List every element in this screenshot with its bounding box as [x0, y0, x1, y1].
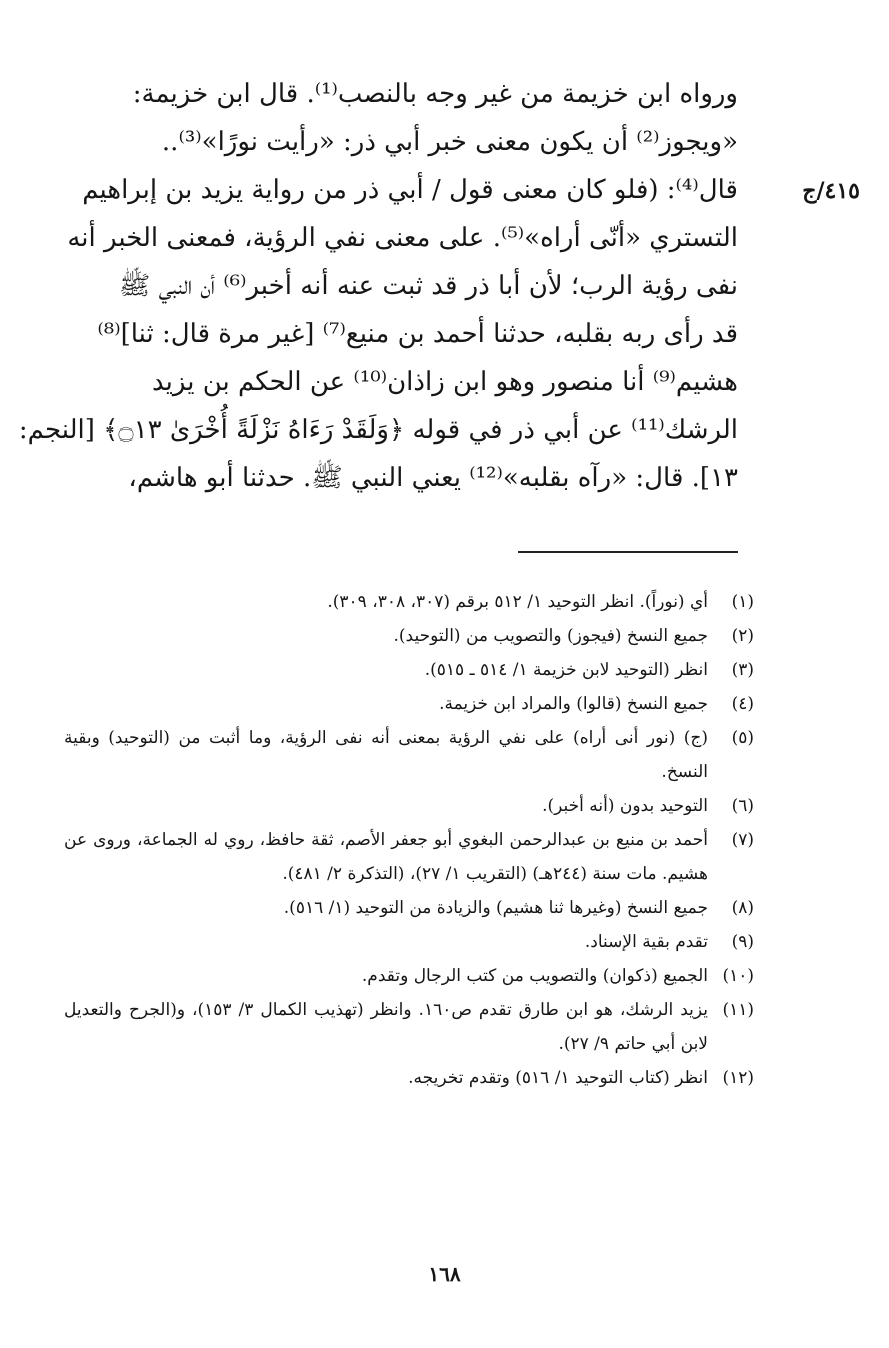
- footnote-number: (٦): [731, 796, 754, 816]
- footnote-number: (٧): [731, 830, 754, 850]
- footnote: [64, 959, 754, 993]
- footnote: [64, 721, 754, 789]
- footnotes-section: [64, 585, 754, 1095]
- footnote-text: أحمد بن منيع بن عبدالرحمن البغوي أبو جعفر الأصم، ثقة حافظ، روي له الجماعة، وروى عن هشيم. مات سنة (٢٤٤هـ) (التقريب ١/ ٢٧)، (التذكرة ٢/ ٤٨١).: [64, 830, 708, 884]
- footnote-text: أي (نوراً). انظر التوحيد ١/ ٥١٢ برقم (٣٠٧، ٣٠٨، ٣٠٩).: [327, 592, 708, 612]
- footnote: [64, 789, 754, 823]
- footnote-text: يزيد الرشك، هو ابن طارق تقدم ص١٦٠. وانظر (تهذيب الكمال ٣/ ١٥٣)، و(الجرح والتعديل لابن أبي حاتم ٩/ ٢٧).: [64, 1000, 708, 1054]
- main-text-line: نفى رؤية الرب؛ لأن أبا ذر قد ثبت عنه أنه أخبر⁽⁶⁾ أن النبي ﷺ: [118, 271, 738, 301]
- footnote-number: (١): [731, 592, 754, 612]
- footnote: [64, 993, 754, 1061]
- main-text-block: [18, 70, 738, 502]
- footnote-text: جميع النسخ (قالوا) والمراد ابن خزيمة.: [439, 694, 708, 714]
- footnote-text: التوحيد بدون (أنه أخبر).: [542, 796, 708, 816]
- footnote-text: تقدم بقية الإسناد.: [584, 932, 708, 952]
- footnote-text: (ج) (نور أنى أراه) على نفي الرؤية بمعنى أنه نفى الرؤية، وما أثبت من (التوحيد) وبقية النسخ.: [64, 728, 708, 782]
- footnote: [64, 891, 754, 925]
- footnote-text: جميع النسخ (وغيرها ثنا هشيم) والزيادة من التوحيد (١/ ٥١٦).: [283, 898, 708, 918]
- footnote-number: (٢): [731, 626, 754, 646]
- main-text-line: الرشك⁽¹¹⁾ عن أبي ذر في قوله ﴿وَلَقَدْ رَءَاهُ نَزْلَةً أُخْرَىٰ ۝١٣﴾ [النجم:: [18, 415, 738, 445]
- footnote-number: (١١): [722, 1000, 754, 1020]
- main-text-line: ورواه ابن خزيمة من غير وجه بالنصب⁽¹⁾. قال ابن خزيمة:: [132, 79, 738, 109]
- footnote: [64, 1061, 754, 1095]
- main-text-line: قال⁽⁴⁾: (فلو كان معنى قول / أبي ذر من رواية يزيد بن إبراهيم: [82, 175, 738, 205]
- footnote-number: (٥): [731, 728, 754, 748]
- footnote-text: انظر (كتاب التوحيد ١/ ٥١٦) وتقدم تخريجه.: [408, 1068, 708, 1088]
- main-text-line: التستري «أنّى أراه»⁽⁵⁾. على معنى نفي الرؤية، فمعنى الخبر أنه: [67, 223, 738, 253]
- main-text-line: هشيم⁽⁹⁾ أنا منصور وهو ابن زاذان⁽¹⁰⁾ عن الحكم بن يزيد: [151, 367, 738, 397]
- footnote-number: (١٠): [722, 966, 754, 986]
- footnote-number: (٣): [731, 660, 754, 680]
- footnote-number: (٩): [731, 932, 754, 952]
- footnote-text: الجميع (ذكوان) والتصويب من كتب الرجال وتقدم.: [361, 966, 708, 986]
- footnote: [64, 619, 754, 653]
- footnote-number: (١٢): [722, 1068, 754, 1088]
- footnote: [64, 687, 754, 721]
- main-text-line: قد رأى ربه بقلبه، حدثنا أحمد بن منيع⁽⁷⁾ [غير مرة قال: ثنا]⁽⁸⁾: [97, 319, 738, 349]
- footnote-number: (٤): [731, 694, 754, 714]
- page-number: ١٦٨: [428, 1262, 461, 1286]
- main-text-line: ١٣]. قال: «رآه بقلبه»⁽¹²⁾ يعني النبي ﷺ. حدثنا أبو هاشم،: [128, 463, 738, 493]
- footnote-text: جميع النسخ (فيجوز) والتصويب من (التوحيد).: [393, 626, 708, 646]
- main-text-line: «ويجوز⁽²⁾ أن يكون معنى خبر أبي ذر: «رأيت نورًا»⁽³⁾..: [161, 127, 738, 157]
- footnote: [64, 585, 754, 619]
- footnote: [64, 925, 754, 959]
- footnote: [64, 823, 754, 891]
- footnote: [64, 653, 754, 687]
- footnote-number: (٨): [731, 898, 754, 918]
- footnote-text: انظر (التوحيد لابن خزيمة ١/ ٥١٤ ـ ٥١٥).: [424, 660, 708, 680]
- footnote-divider: [518, 551, 738, 553]
- margin-manuscript-note: ٤١٥/ج: [802, 178, 860, 204]
